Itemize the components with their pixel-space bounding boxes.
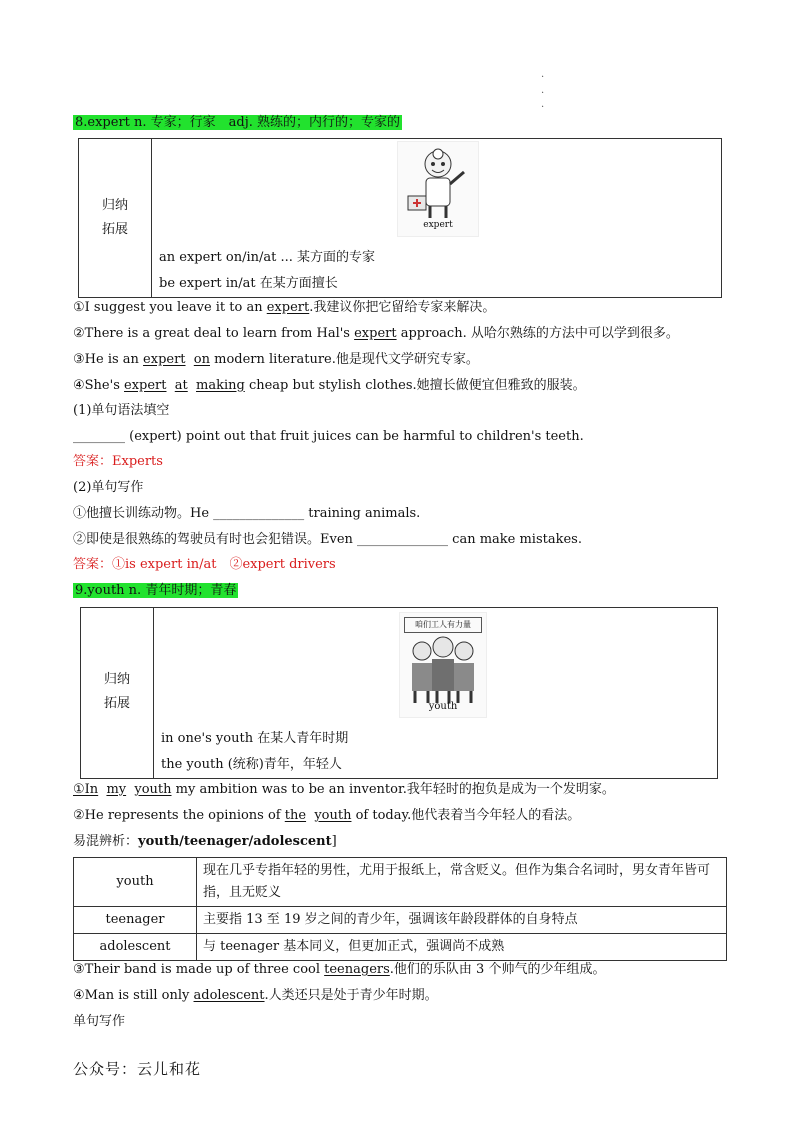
confusion-heading: 易混辨析：youth/teenager/adolescent] xyxy=(73,834,337,849)
exercise-question: ①他擅长训练动物。He ______________ training animals. xyxy=(73,506,421,521)
table-cell-desc: 现在几乎专指年轻的男性，尤用于报纸上，常含贬义。但作为集合名词时，男女青年皆可指，且无贬义 xyxy=(197,858,727,907)
image-caption: expert xyxy=(423,220,453,230)
table-cell-desc: 与 teenager 基本同义，但更加正式，强调尚不成熟 xyxy=(197,934,727,961)
table-cell-word: youth xyxy=(74,858,197,907)
example-sentence: ④She's expert at making cheap but stylish clothes.她擅长做便宜但雅致的服装。 xyxy=(73,378,586,393)
highlighted-heading: 8.expert n. 专家；行家 adj. 熟练的；内行的；专家的 xyxy=(75,115,401,130)
example-sentence: ②There is a great deal to learn from Hal's expert approach. 从哈尔熟练的方法中可以学到很多。 xyxy=(73,326,679,341)
answer-text: 答案：①is expert in/at ②expert drivers xyxy=(73,557,336,572)
table-row xyxy=(74,934,727,961)
phrase-list xyxy=(159,245,375,297)
phrase-list xyxy=(161,726,348,778)
table-row xyxy=(74,858,727,907)
example-sentence: ②He represents the opinions of the youth of today.他代表着当今年轻人的看法。 xyxy=(73,808,581,823)
phrase-item: the youth (统称)青年，年轻人 xyxy=(161,757,342,772)
exercise-title: (1)单句语法填空 xyxy=(73,403,170,418)
side-label: 归纳 拓展 xyxy=(101,198,128,237)
example-sentence: ③Their band is made up of three cool teenagers.他们的乐队由 3 个帅气的少年组成。 xyxy=(73,962,606,977)
youth-illustration xyxy=(399,612,487,718)
exercise-title: (2)单句写作 xyxy=(73,480,144,495)
section-8-heading xyxy=(73,114,402,132)
summary-box-8 xyxy=(78,138,722,298)
answer-text: 答案：Experts xyxy=(73,454,163,469)
table-row xyxy=(74,907,727,934)
image-caption: youth xyxy=(428,701,458,712)
image-banner: 咱们工人有力量 xyxy=(404,617,482,633)
table-cell-word: teenager xyxy=(74,907,197,934)
header-mark: . xyxy=(541,99,545,110)
header-mark: . xyxy=(541,69,545,80)
side-label: 归纳 拓展 xyxy=(103,672,130,711)
table-cell-word: adolescent xyxy=(74,934,197,961)
phrase-item: be expert in/at 在某方面擅长 xyxy=(159,276,338,291)
example-sentence: ①In my youth my ambition was to be an inventor.我年轻时的抱负是成为一个发明家。 xyxy=(73,782,615,797)
table-cell-desc: 主要指 13 至 19 岁之间的青少年，强调该年龄段群体的自身特点 xyxy=(197,907,727,934)
example-sentence: ③He is an expert on modern literature.他是现代文学研究专家。 xyxy=(73,352,479,367)
section-9-heading xyxy=(73,582,238,600)
comparison-table xyxy=(73,857,727,961)
example-sentence: ④Man is still only adolescent.人类还只是处于青少年时期。 xyxy=(73,988,438,1003)
exercise-title: 单句写作 xyxy=(73,1014,126,1029)
phrase-item: in one's youth 在某人青年时期 xyxy=(161,731,349,746)
expert-illustration xyxy=(397,141,479,237)
phrase-item: an expert on/in/at ... 某方面的专家 xyxy=(159,250,375,265)
header-mark: . xyxy=(541,85,545,96)
example-sentence: ①I suggest you leave it to an expert.我建议你把它留给专家来解决。 xyxy=(73,300,496,315)
exercise-question: ②即使是很熟练的驾驶员有时也会犯错误。Even ______________ can make mistakes. xyxy=(73,532,582,547)
highlighted-heading: 9.youth n. 青年时期；青春 xyxy=(75,583,237,598)
exercise-question: ________ (expert) point out that fruit juices can be harmful to children's teeth. xyxy=(73,429,584,444)
footer-wechat-account: 公众号：云儿和花 xyxy=(73,1060,202,1078)
summary-box-9 xyxy=(80,607,718,779)
